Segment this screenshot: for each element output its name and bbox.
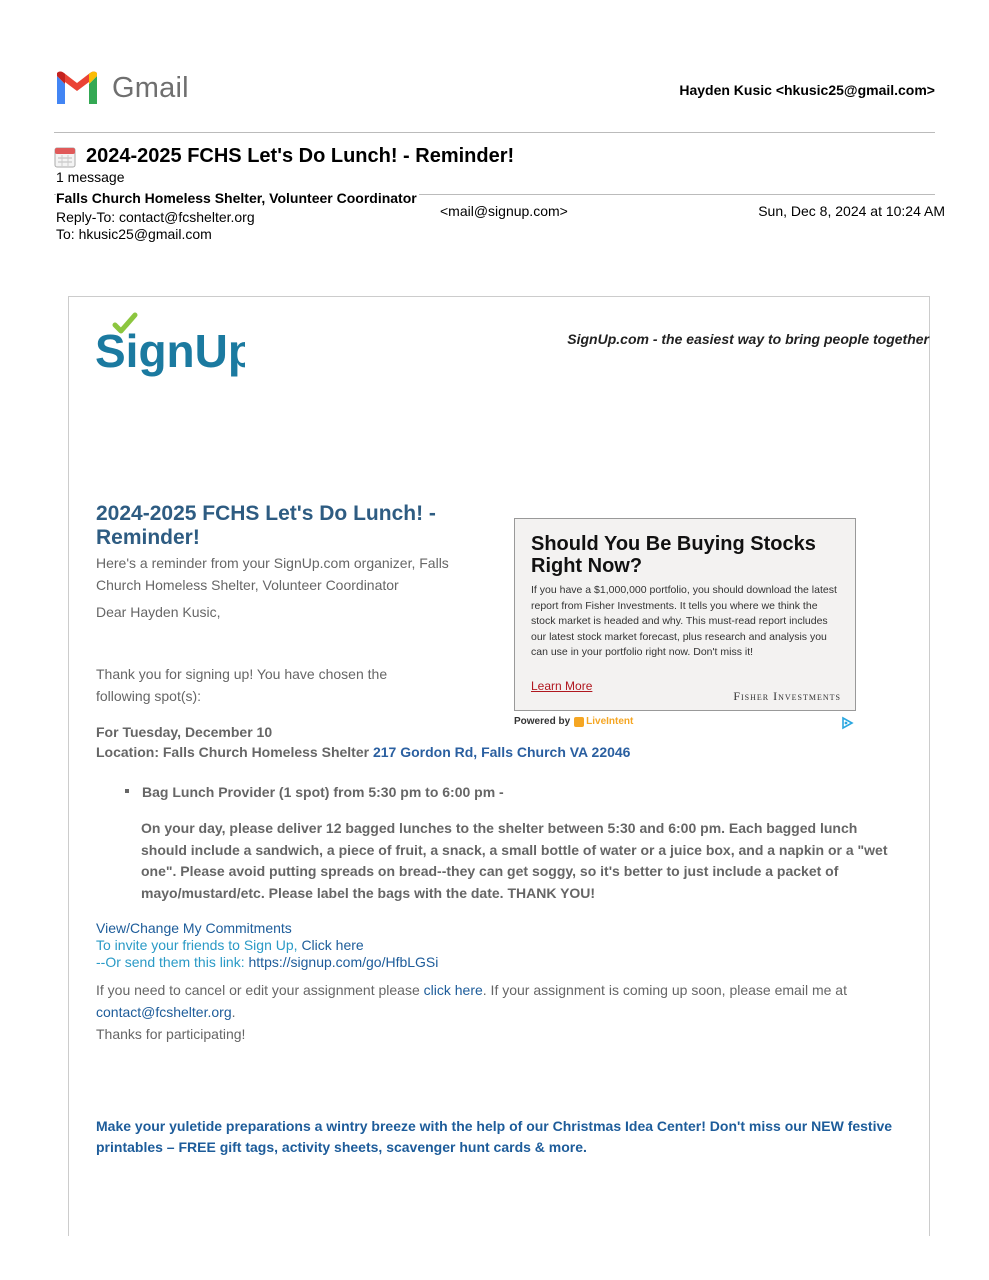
cancel-suffix: . (231, 1003, 236, 1020)
email-title: 2024-2025 FCHS Let's Do Lunch! - Reminder! (96, 502, 436, 549)
sender-name: Falls Church Homeless Shelter, Volunteer Coordinator (56, 190, 417, 206)
ad-brand: Fisher Investments (733, 689, 841, 703)
location-label: Location: Falls Church Homeless Shelter (96, 744, 373, 760)
contact-email-link[interactable]: contact@fcshelter.org (96, 1003, 232, 1020)
sender-email: <mail@signup.com> (440, 203, 568, 219)
powered-by-label: Powered by (514, 716, 571, 727)
ad-body: If you have a $1,000,000 portfolio, you should download the latest report from Fisher Investments. It tells you where we think the stock market is headed and why. This must-read report includes our latest stock market forecast, plus research and analysis you can use in your portfolio right now. Don't miss it! (531, 584, 837, 659)
email-body-card (68, 296, 930, 1236)
share-url-link[interactable]: https://signup.com/go/HfbLGSi (248, 954, 439, 970)
spot-date: For Tuesday, December 10 (96, 724, 273, 740)
cancel-prefix: If you need to cancel or edit your assignment please (96, 982, 424, 998)
signup-logo[interactable] (95, 312, 245, 385)
powered-by (514, 716, 633, 727)
recipient: To: hkusic25@gmail.com (56, 226, 212, 242)
cancel-middle: . If your assignment is coming up soon, please email me at (482, 982, 847, 998)
message-count: 1 message (56, 169, 125, 185)
ad-title: Should You Be Buying Stocks Right Now? (531, 533, 816, 577)
spot-location (96, 744, 630, 760)
gmail-logo (54, 70, 189, 106)
adchoices-icon[interactable] (840, 716, 854, 730)
organizer-intro: Here's a reminder from your SignUp.com organizer, Falls Church Homeless Shelter, Volunteer Coordinator (96, 555, 449, 593)
account-label: Hayden Kusic <hkusic25@gmail.com> (679, 82, 935, 98)
greeting: Dear Hayden Kusic, (96, 604, 221, 620)
signup-wordmark: SignUp (95, 325, 245, 377)
gmail-logo-icon (54, 70, 100, 106)
signup-checkmark-icon (95, 312, 245, 380)
cancel-click-here-link[interactable]: click here (423, 982, 483, 998)
cancel-instructions (96, 980, 896, 1023)
view-change-commitments-link[interactable]: View/Change My Commitments (96, 920, 292, 936)
header-divider (54, 132, 935, 133)
spot-description: Bag Lunch Provider (1 spot) from 5:30 pm to 6:00 pm - (142, 784, 504, 800)
liveintent-icon (574, 717, 584, 727)
email-subject: 2024-2025 FCHS Let's Do Lunch! - Reminder! (86, 145, 515, 167)
signup-thanks: Thank you for signing up! You have chosen the following spot(s): (96, 666, 388, 704)
spot-item (125, 784, 504, 800)
signup-tagline: SignUp.com - the easiest way to bring people together (567, 331, 929, 347)
message-date: Sun, Dec 8, 2024 at 10:24 AM (758, 203, 945, 219)
gmail-wordmark: Gmail (112, 71, 189, 104)
invite-click-here-link[interactable]: Click here (301, 937, 364, 953)
calendar-icon (54, 146, 76, 168)
spot-instructions: On your day, please deliver 12 bagged lunches to the shelter between 5:30 and 6:00 pm. Each bagged lunch should include a sandwich, a piece of fruit, a snack, a small bottle of water or a juice box, and a napkin or a "wet one". Please avoid putting spreads on bread--they can get soggy, so it's better to just include a packet of mayo/mustard/etc. Please label the bags with the date. THANK YOU! (141, 820, 888, 901)
bullet-dot (125, 789, 129, 793)
subject-line (54, 145, 514, 168)
ad-learn-more-link[interactable]: Learn More (531, 679, 593, 693)
action-links (96, 920, 438, 971)
reply-to: Reply-To: contact@fcshelter.org (56, 209, 255, 225)
send-link-prefix: --Or send them this link: (96, 954, 249, 970)
location-address-link[interactable]: 217 Gordon Rd, Falls Church VA 22046 (372, 744, 631, 760)
thanks-participating: Thanks for participating! (96, 1026, 246, 1042)
liveintent-brand: LiveIntent (586, 716, 634, 727)
invite-prefix: To invite your friends to Sign Up, (96, 937, 302, 953)
christmas-promo-link[interactable]: Make your yuletide preparations a wintry breeze with the help of our Christmas Idea Center! Don't miss our NEW festive printables – FREE gift tags, activity sheets, scavenger hunt cards & more. (96, 1118, 893, 1155)
advertisement[interactable] (514, 518, 856, 711)
